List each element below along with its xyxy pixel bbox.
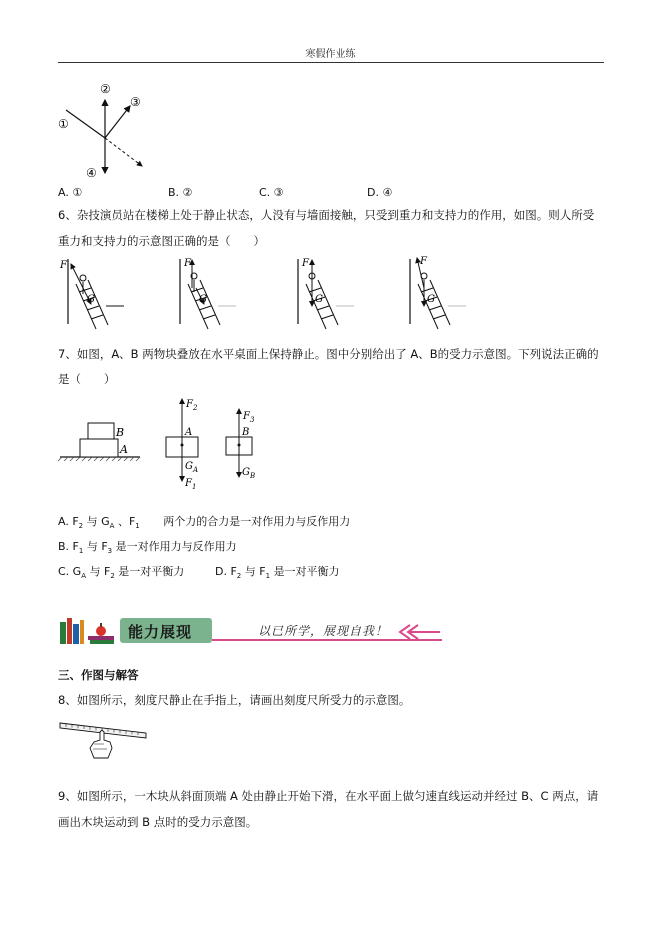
q5-option-d: D. ④ [367,186,393,199]
double-arrow-left-icon [396,623,440,641]
q7-option-c: C. $G_A$ 与 $F_2$ 是一对平衡力 [58,565,185,581]
q6-a-label-g: G [87,294,95,305]
q6-a-label-f: F [60,260,67,271]
q6-b-label-g: G [199,294,207,305]
q8-question: 8、如图所示，刻度尺静止在手指上，请画出刻度尺所受力的示意图。 [58,693,411,707]
q6-question-line2: 重力和支持力的示意图正确的是（ ） [58,234,265,248]
q5-label-3: ③ [130,95,141,109]
q7-blocks-figure [58,393,278,493]
q7-f1-label: $F_1$ [185,478,197,491]
q6-question-line1: 6、杂技演员站在楼梯上处于静止状态，人没有与墙面接触，只受到重力和支持力的作用，如图。则人所受 [58,208,595,222]
q5-option-a: A. ① [58,186,83,199]
q7-question-line1: 7、如图，A、B 两物块叠放在水平桌面上保持静止。图中分别给出了 A、B的受力示意图。下列说法正确的 [58,347,599,361]
q6-figure-a [58,254,133,334]
q6-d-label-f: F [420,256,427,267]
q5-option-b: B. ② [168,186,193,199]
q7-option-a: A. $F_2$ 与 $G_A$ 、$F_1$ 两个力的合力是一对作用力与反作用力 [58,515,351,531]
q7-option-d: D. $F_2$ 与 $F_1$ 是一对平衡力 [215,565,340,581]
banner-slogan: 以已所学，展现自我！ [258,624,389,638]
q6-c-label-g: G [315,294,323,305]
q7-ga-label: $G_A$ [185,461,199,474]
q7-option-b: B. $F_1$ 与 $F_3$ 是一对作用力与反作用力 [58,540,237,556]
q7-block-b-label: B [116,426,125,439]
q6-d-label-g: G [427,294,435,305]
books-icon [58,614,122,646]
q5-label-1: ① [58,117,69,131]
q7-f3-label: $F_3$ [243,411,255,424]
q5-force-directions-figure [58,78,168,184]
q7-gb-label: $G_B$ [242,467,256,480]
section-title: 三、作图与解答 [58,668,139,682]
q5-label-4: ④ [86,166,97,180]
q6-c-label-f: F [302,258,309,269]
q5-label-2: ② [100,82,111,96]
q5-option-c: C. ③ [259,186,284,199]
q7-block-a-label: A [120,443,128,456]
q7-b-body-label: B [242,427,250,438]
header-divider [58,62,604,63]
ability-banner [58,614,443,646]
q7-question-line2: 是（ ） [58,372,116,386]
q6-figure-c [288,254,363,334]
q6-figure-d [400,254,475,334]
q9-question-line2: 画出木块运动到 B 点时的受力示意图。 [58,815,258,829]
page-header: 寒假作业练 [305,49,356,60]
q9-question-line1: 9、如图所示，一木块从斜面顶端 A 处由静止开始下滑，在水平面上做匀速直线运动并经过 B、C 两点，请 [58,789,599,803]
q7-f2-label: $F_2$ [186,399,198,412]
banner-title: 能力展现 [128,623,193,641]
q6-b-label-f: F [184,258,191,269]
q8-ruler-figure [58,716,150,760]
q7-a-body-label: A [185,427,193,438]
q6-figure-b [170,254,245,334]
